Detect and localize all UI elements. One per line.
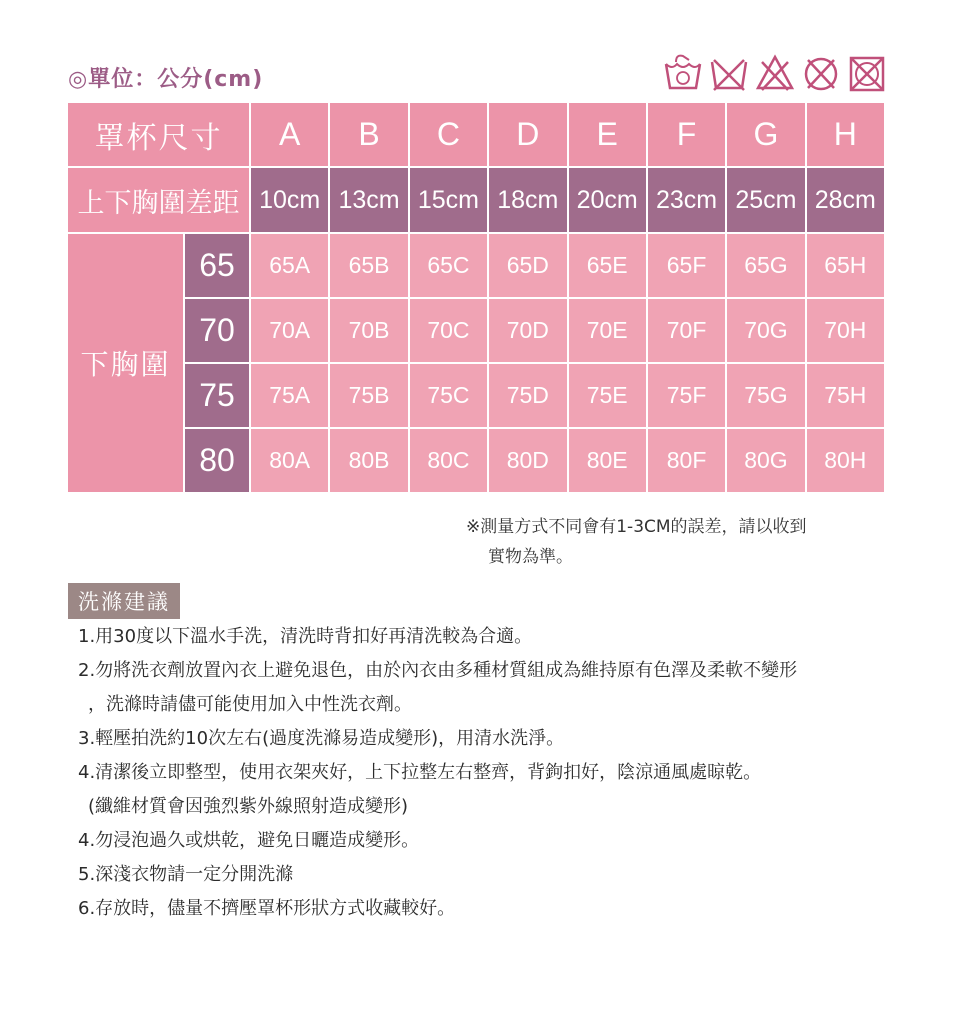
cup-size-label: 罩杯尺寸: [68, 103, 249, 166]
care-item: 4.清潔後立即整型，使用衣架夾好，上下拉整左右整齊，背鉤扣好，陰涼通風處晾乾。: [78, 762, 762, 783]
bust-difference-cell: 15cm: [410, 168, 487, 232]
bust-difference-cell: 20cm: [569, 168, 646, 232]
bust-difference-cell: 28cm: [807, 168, 884, 232]
no-machine-dry-icon: [846, 52, 888, 94]
size-cell: 80A: [251, 429, 328, 492]
bust-difference-cell: 10cm: [251, 168, 328, 232]
cup-header: H: [807, 103, 884, 166]
size-cell: 75G: [727, 364, 804, 427]
cup-header: E: [569, 103, 646, 166]
note-line: 實物為準。: [488, 547, 573, 567]
care-title: 洗滌建議: [68, 583, 180, 619]
care-item: 3.輕壓拍洗約10次左右(過度洗滌易造成變形)，用清水洗淨。: [78, 728, 565, 749]
bust-difference-cell: 18cm: [489, 168, 566, 232]
size-cell: 70D: [489, 299, 566, 362]
care-item: ，洗滌時請儘可能使用加入中性洗衣劑。: [88, 694, 412, 715]
size-cell: 75C: [410, 364, 487, 427]
band-size: 75: [185, 364, 249, 427]
care-icons: [662, 52, 888, 98]
cup-header: C: [410, 103, 487, 166]
size-cell: 65E: [569, 234, 646, 297]
unit-label: ◎單位：公分(cm): [68, 67, 264, 92]
cup-header: B: [330, 103, 407, 166]
size-cell: 65D: [489, 234, 566, 297]
size-cell: 70G: [727, 299, 804, 362]
underbust-label: 下胸圍: [68, 234, 183, 492]
bust-difference-cell: 13cm: [330, 168, 407, 232]
size-cell: 80H: [807, 429, 884, 492]
care-instructions: [78, 620, 938, 926]
size-cell: 65A: [251, 234, 328, 297]
size-cell: 80C: [410, 429, 487, 492]
cup-header: F: [648, 103, 725, 166]
size-cell: 70C: [410, 299, 487, 362]
hand-wash-30-icon: [662, 52, 704, 94]
size-cell: 80B: [330, 429, 407, 492]
size-cell: 70E: [569, 299, 646, 362]
size-row: [68, 234, 884, 297]
no-bleach-icon: [754, 52, 796, 94]
size-cell: 80E: [569, 429, 646, 492]
size-cell: 80D: [489, 429, 566, 492]
cup-header-row: [68, 103, 884, 166]
note-line: ※測量方式不同會有1-3CM的誤差，請以收到: [466, 517, 807, 537]
band-size: 65: [185, 234, 249, 297]
care-item: 2.勿將洗衣劑放置內衣上避免退色，由於內衣由多種材質組成為維持原有色澤及柔軟不變形: [78, 660, 798, 681]
bust-difference-label: 上下胸圍差距: [68, 168, 249, 232]
size-cell: 70B: [330, 299, 407, 362]
care-item: 4.勿浸泡過久或烘乾，避免日曬造成變形。: [78, 830, 420, 851]
size-cell: 75H: [807, 364, 884, 427]
care-item: 1.用30度以下溫水手洗，清洗時背扣好再清洗較為合適。: [78, 626, 533, 647]
size-cell: 65G: [727, 234, 804, 297]
size-cell: 80F: [648, 429, 725, 492]
size-cell: 65C: [410, 234, 487, 297]
size-cell: 75B: [330, 364, 407, 427]
no-dry-clean-icon: [800, 52, 842, 94]
measurement-note: [466, 512, 886, 572]
band-size: 70: [185, 299, 249, 362]
care-item: 5.深淺衣物請一定分開洗滌: [78, 864, 294, 885]
size-cell: 80G: [727, 429, 804, 492]
care-item: (纖維材質會因強烈紫外線照射造成變形): [88, 796, 409, 817]
size-cell: 75D: [489, 364, 566, 427]
size-cell: 75A: [251, 364, 328, 427]
size-cell: 75E: [569, 364, 646, 427]
size-row: [68, 364, 884, 427]
no-tumble-dry-icon: [708, 52, 750, 94]
size-cell: 65B: [330, 234, 407, 297]
bust-difference-row: [68, 168, 884, 232]
size-cell: 70F: [648, 299, 725, 362]
cup-header: A: [251, 103, 328, 166]
cup-header: D: [489, 103, 566, 166]
size-cell: 75F: [648, 364, 725, 427]
size-cell: 70A: [251, 299, 328, 362]
size-cell: 70H: [807, 299, 884, 362]
size-cell: 65F: [648, 234, 725, 297]
size-cell: 65H: [807, 234, 884, 297]
cup-header: G: [727, 103, 804, 166]
band-size: 80: [185, 429, 249, 492]
size-chart-table: [66, 101, 886, 494]
bust-difference-cell: 23cm: [648, 168, 725, 232]
size-row: [68, 299, 884, 362]
care-item: 6.存放時，儘量不擠壓罩杯形狀方式收藏較好。: [78, 898, 456, 919]
size-row: [68, 429, 884, 492]
bust-difference-cell: 25cm: [727, 168, 804, 232]
